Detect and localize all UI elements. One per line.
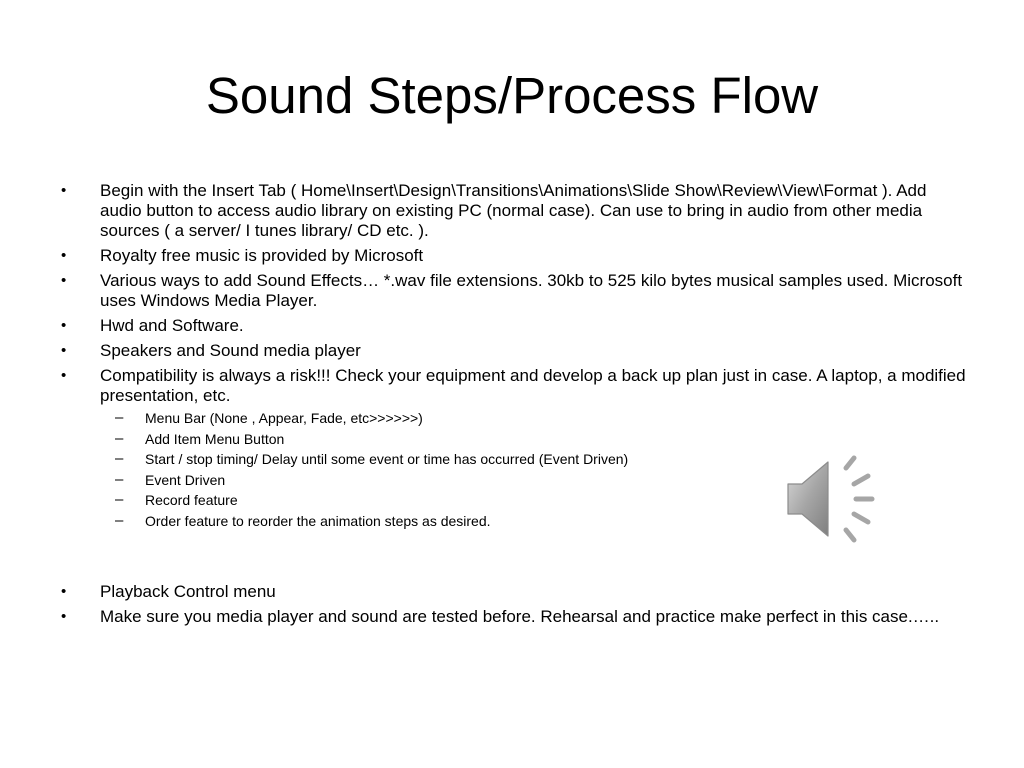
bullet-item [58,181,968,241]
speaker-icon[interactable] [782,452,882,547]
sub-bullet-text: Start / stop timing/ Delay until some event or time has occurred (Event Driven) [145,451,629,467]
slide-title: Sound Steps/Process Flow [205,67,819,124]
bullet-item [58,316,968,336]
bullet-text: Compatibility is always a risk!!! Check your equipment and develop a back up plan just in case. A laptop, a modified presentation, etc. [100,366,966,405]
bullet-text: Speakers and Sound media player [100,341,361,360]
sub-bullet-item [100,410,968,426]
bullet-item [58,607,968,627]
sub-bullet-text: Record feature [145,492,238,508]
sub-bullet-text: Menu Bar (None , Appear, Fade, etc>>>>>>) [145,410,423,426]
bullet-marker: • [61,182,67,199]
sub-bullet-marker: – [115,511,124,529]
sub-bullet-text: Event Driven [145,471,226,488]
bullet-text: Various ways to add Sound Effects… *.wav file extensions. 30kb to 525 kilo bytes musical samples used. Microsoft uses Windows Media Player. [100,271,963,310]
bullet-text: Royalty free music is provided by Microsoft [100,246,424,265]
slide-body [58,181,968,632]
sub-bullet-marker: – [115,429,124,447]
bullet-text: Begin with the Insert Tab ( Home\Insert\Design\Transitions\Animations\Slide Show\Review\View\Format ). Add audio button to access audio library on existing PC (normal case). Can use to bring in audio from other media sources ( a server/ I tunes library/ CD etc. ). [100,181,927,240]
bullet-item [58,246,968,266]
bullet-text: Hwd and Software. [100,316,244,335]
sub-bullet-text: Add Item Menu Button [145,430,285,447]
bullet-item [58,582,968,602]
bullet-text: Make sure you media player and sound are tested before. Rehearsal and practice make perfect in this case.….. [100,606,940,626]
bullet-marker: • [61,342,67,359]
sub-bullet-item [100,431,968,447]
sub-bullet-marker: – [115,491,124,508]
bullet-marker: • [61,317,67,334]
bullet-marker: • [61,272,67,289]
speaker-body [788,462,828,536]
bullet-marker: • [61,607,67,625]
sub-bullet-text: Order feature to reorder the animation steps as desired. [145,512,491,529]
bullet-marker: • [61,582,67,600]
bullet-list-bottom [58,582,968,627]
bullet-item [58,341,968,361]
sound-waves [846,458,872,540]
bullet-marker: • [61,247,67,264]
bullet-text: Playback Control menu [100,581,276,601]
bullet-item [58,271,968,311]
sub-bullet-marker: – [115,450,124,467]
sub-bullet-marker: – [115,409,124,426]
sub-bullet-marker: – [115,470,124,488]
bullet-marker: • [61,367,67,384]
